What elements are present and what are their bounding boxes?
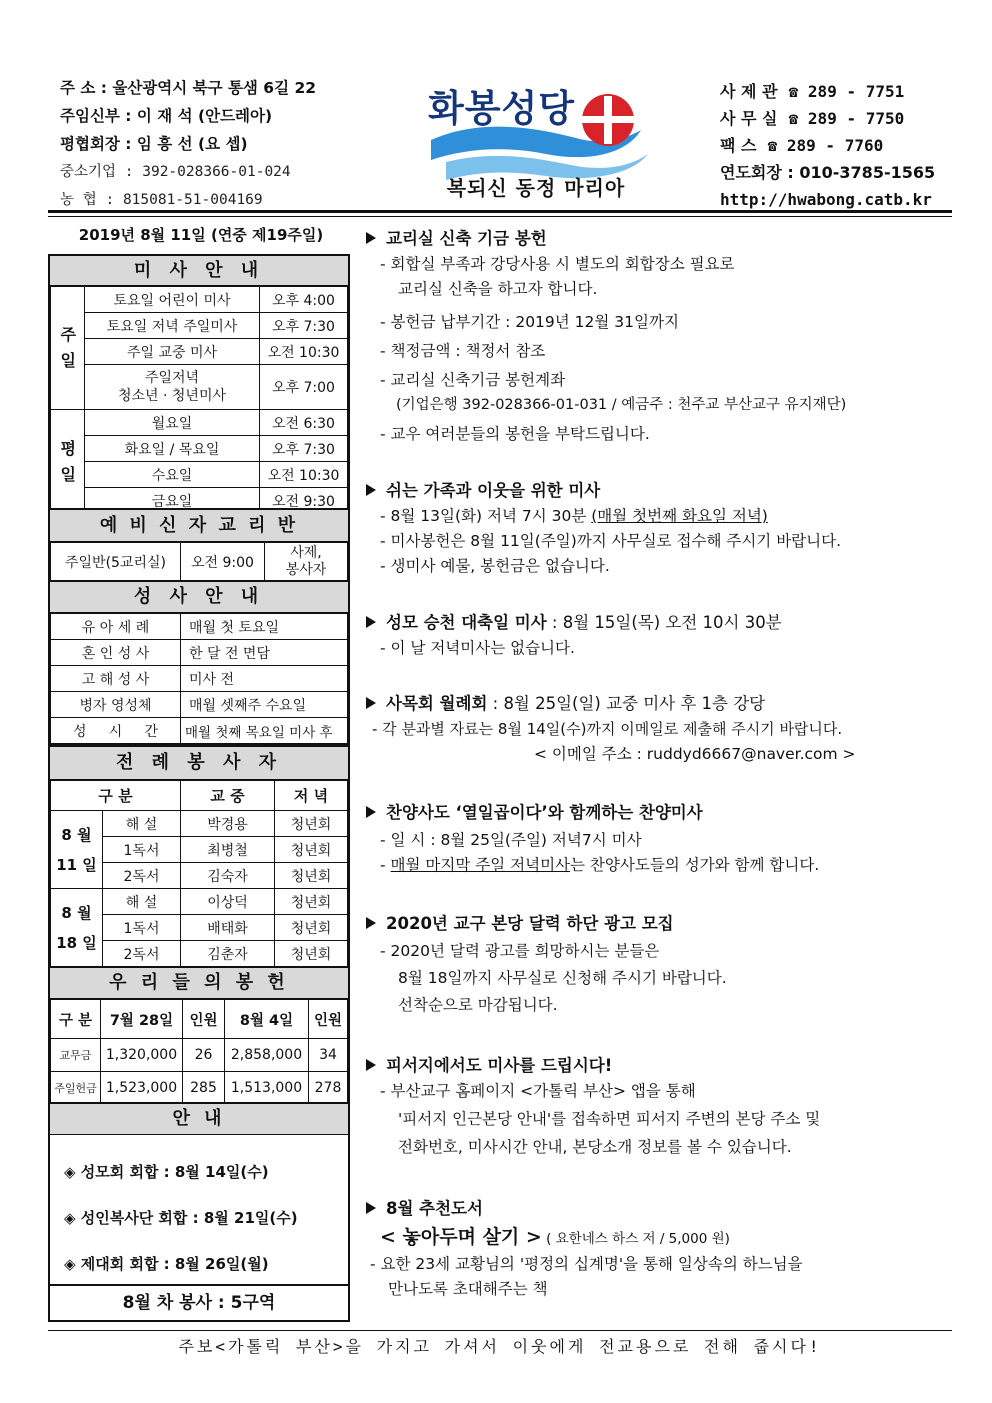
header-right: [720, 78, 960, 213]
article-line: 8월 18일까지 사무실로 신청해 주시기 바랍니다.: [398, 969, 727, 987]
service-district: 8월 차 봉사 : 5구역: [50, 1284, 348, 1320]
bank-account-row: 중소기업 : 392-028366-01-024: [60, 164, 291, 180]
church-name: 화봉성당: [428, 86, 575, 130]
class-name: 주일반(5교리실): [51, 543, 181, 582]
server-name: 이상덕: [181, 889, 275, 915]
server-evening: 청년회: [275, 889, 348, 915]
mass-name: 토요일 어린이 미사: [85, 287, 260, 313]
section-title: 성 사 안 내: [50, 582, 348, 613]
column-header: 저 녁: [275, 781, 348, 811]
class-time: 오전 9:00: [181, 543, 265, 582]
article-title: 사목회 월례회: [386, 694, 488, 713]
phone-row: 사 제 관 ☎ 289 - 7751: [720, 82, 905, 101]
server-role: 해 설: [103, 811, 181, 837]
offering-table: [50, 999, 348, 1105]
table-row: [51, 640, 348, 666]
section-title: 미 사 안 내: [50, 256, 348, 286]
offering-amount: 2,858,000: [225, 1039, 309, 1072]
header-left: [60, 74, 360, 214]
article-line: - 8월 13일(화) 저녁 7시 30분: [380, 507, 592, 525]
email-address: < 이메일 주소 : ruddyd6667@naver.com >: [534, 745, 856, 763]
liturgy-servers-box: [48, 745, 350, 969]
server-evening: 청년회: [275, 915, 348, 941]
address-row: 주 소 : 울산광역시 북구 통샘 6길 22: [60, 79, 317, 97]
underlined-note: (매월 첫번째 화요일 저녁): [591, 507, 768, 525]
triangle-bullet-icon: [366, 484, 376, 496]
class-teacher: 사제, 봉사자: [265, 543, 348, 582]
mass-name: 주일저녁 청소년 · 청년미사: [85, 365, 260, 410]
server-role: 1독서: [103, 837, 181, 863]
server-name: 박경용: [181, 811, 275, 837]
article-line: - 생미사 예물, 봉헌금은 없습니다.: [380, 557, 610, 575]
server-evening: 청년회: [275, 837, 348, 863]
bank-account-row: 농 협 : 815081-51-004169: [60, 192, 263, 208]
sacrament-value: 미사 전: [181, 666, 348, 692]
column-header: 7월 28일: [101, 1000, 183, 1039]
table-row: [51, 1072, 348, 1105]
article-line: - 미사봉헌은 8월 11일(주일)까지 사무실로 접수해 주시기 바랍니다.: [380, 532, 842, 550]
column-header: 구 분: [51, 781, 181, 811]
mass-name: 주일 교중 미사: [85, 339, 260, 365]
section-title: 우 리 들 의 봉 헌: [50, 968, 348, 999]
article-family-mass: [366, 478, 956, 579]
article-line: '피서지 인근본당 안내'를 접속하면 피서지 주변의 본당 주소 및: [398, 1110, 821, 1128]
mass-time: 오후 7:30: [260, 313, 348, 339]
table-row: [51, 287, 348, 313]
mass-time: 오후 4:00: [260, 287, 348, 313]
server-name: 김숙자: [181, 863, 275, 889]
sacrament-name: 병자 영성체: [51, 692, 181, 718]
article-line: - 책정금액 : 책정서 참조: [380, 342, 546, 360]
section-title: 안 내: [50, 1104, 348, 1135]
table-row: [51, 614, 348, 640]
article-line: - 2020년 달력 광고를 희망하시는 분들은: [380, 942, 660, 960]
sacrament-name: 유 아 세 례: [51, 614, 181, 640]
article-line: - 요한 23세 교황님의 '평정의 십계명'을 통해 일상속의 하느님을: [370, 1255, 803, 1273]
article-line: - 일 시 : 8월 25일(주일) 저녁7시 미사: [380, 831, 642, 849]
sacrament-table: [50, 613, 348, 744]
mass-name: 화요일 / 목요일: [85, 436, 260, 462]
website-link[interactable]: http://hwabong.catb.kr: [720, 190, 932, 209]
article-vacation-mass: [366, 1053, 956, 1160]
sacrament-value: 한 달 전 면담: [181, 640, 348, 666]
article-line: 만나도록 초대해주는 책: [388, 1280, 548, 1298]
table-header-row: [51, 1000, 348, 1039]
header-divider: [48, 210, 952, 213]
fax-row: 팩 스 ☎ 289 - 7760: [720, 136, 884, 155]
underlined-note: 매월 마지막 주일 저녁미사: [390, 856, 571, 874]
table-row: [51, 692, 348, 718]
article-line: - 부산교구 홈페이지 <가톨릭 부산> 앱을 통해: [380, 1082, 696, 1100]
triangle-bullet-icon: [366, 1202, 376, 1214]
article-title: 찬양사도 ‘열일곱이다’와 함께하는 찬양미사: [386, 803, 703, 822]
table-row: [51, 436, 348, 462]
article-line: 교리실 신축을 하고자 합니다.: [398, 280, 598, 298]
notice-item: ◈ 성모회 회합 : 8월 14일(수): [64, 1163, 269, 1181]
server-name: 최병철: [181, 837, 275, 863]
article-line: (기업은행 392-028366-01-031 / 예금주 : 천주교 부산교구 유지재단): [396, 397, 847, 413]
server-name: 김춘자: [181, 941, 275, 967]
service-date: 8 월 18 일: [51, 889, 103, 967]
service-date: 8 월 11 일: [51, 811, 103, 889]
offering-count: 278: [309, 1072, 348, 1105]
article-line: - 교우 여러분들의 봉헌을 부탁드립니다.: [380, 425, 650, 443]
section-title: 전 례 봉 사 자: [50, 747, 348, 780]
triangle-bullet-icon: [366, 917, 376, 929]
server-role: 2독서: [103, 941, 181, 967]
mass-time: 오전 9:30: [260, 488, 348, 514]
mass-time: 오후 7:30: [260, 436, 348, 462]
table-row: [51, 410, 348, 436]
article-line: 전화번호, 미사시간 안내, 본당소개 정보를 볼 수 있습니다.: [398, 1138, 792, 1156]
book-info: ( 요한네스 하스 저 / 5,000 원): [541, 1231, 730, 1247]
catechumen-table: [50, 542, 348, 582]
column-header: 교 중: [181, 781, 275, 811]
article-council-meeting: [366, 691, 956, 767]
article-line: 는 찬양사도들의 성가와 함께 합니다.: [570, 856, 820, 874]
council-president-row: 평협회장 : 임 흥 선 (요 셉): [60, 135, 248, 153]
table-row: [51, 718, 348, 744]
server-evening: 청년회: [275, 811, 348, 837]
article-detail: : 8월 25일(일) 교중 미사 후 1층 강당: [487, 694, 766, 713]
offering-count: 34: [309, 1039, 348, 1072]
church-patron: 복되신 동정 마리아: [446, 176, 626, 200]
offering-amount: 1,320,000: [101, 1039, 183, 1072]
contact-row: 연도회장 : 010-3785-1565: [720, 163, 936, 182]
catechumen-box: [48, 508, 350, 584]
liturgy-table: [50, 780, 348, 967]
article-building-fund: [366, 226, 956, 447]
sacrament-box: [48, 580, 350, 746]
article-title: 성모 승천 대축일 미사: [386, 613, 547, 632]
article-title: 피서지에서도 미사를 드립시다!: [386, 1056, 613, 1075]
offering-type: 주일헌금: [51, 1072, 101, 1105]
triangle-bullet-icon: [366, 806, 376, 818]
mass-time: 오전 6:30: [260, 410, 348, 436]
pastor-row: 주임신부 : 이 재 석 (안드레아): [60, 107, 273, 125]
table-row: [51, 339, 348, 365]
table-header-row: [51, 781, 348, 811]
article-detail: : 8월 15일(목) 오전 10시 30분: [546, 613, 782, 632]
article-line: 선착순으로 마감됩니다.: [398, 996, 558, 1014]
server-role: 해 설: [103, 889, 181, 915]
offering-count: 26: [183, 1039, 225, 1072]
article-recommended-book: [366, 1196, 956, 1302]
mass-name: 금요일: [85, 488, 260, 514]
bulletin-date: 2019년 8월 11일 (연중 제19주일): [78, 226, 324, 244]
footer-message: 주보<가톨릭 부산>을 가지고 가셔서 이웃에게 전교용으로 전해 줍시다!: [178, 1337, 822, 1356]
server-role: 2독서: [103, 863, 181, 889]
article-title: 2020년 교구 본당 달력 하단 광고 모집: [386, 914, 674, 933]
triangle-bullet-icon: [366, 616, 376, 628]
sunday-label: 주일: [51, 287, 85, 410]
mass-schedule-table: [50, 286, 348, 514]
notice-item: ◈ 제대회 회합 : 8월 26일(월): [64, 1255, 269, 1273]
offering-amount: 1,523,000: [101, 1072, 183, 1105]
table-row: [51, 811, 348, 837]
sacrament-value: 매월 셋째주 수요일: [181, 692, 348, 718]
mass-name: 수요일: [85, 462, 260, 488]
column-header: 인원: [309, 1000, 348, 1039]
notice-item: ◈ 성인복사단 회합 : 8월 21일(수): [64, 1209, 298, 1227]
offering-amount: 1,513,000: [225, 1072, 309, 1105]
mass-time: 오후 7:00: [260, 365, 348, 410]
header-divider: [48, 216, 952, 217]
article-praise-mass: [366, 800, 956, 878]
offering-box: [48, 966, 350, 1107]
notice-box: [48, 1102, 350, 1322]
table-row: [51, 889, 348, 915]
sacrament-value: 매월 첫째 목요일 미사 후: [181, 718, 348, 744]
column-header: 구 분: [51, 1000, 101, 1039]
table-row: [51, 543, 348, 582]
column-header: 인원: [183, 1000, 225, 1039]
mass-schedule-box: [48, 254, 350, 516]
table-row: [51, 1039, 348, 1072]
dash: -: [380, 856, 391, 874]
article-title: 8월 추천도서: [386, 1199, 483, 1218]
article-line: - 봉헌금 납부기간 : 2019년 12월 31일까지: [380, 313, 679, 331]
article-line: - 이 날 저녁미사는 없습니다.: [380, 639, 575, 657]
article-title: 쉬는 가족과 이웃을 위한 미사: [386, 481, 601, 500]
article-line: - 회합실 부족과 강당사용 시 별도의 회합장소 필요로: [380, 255, 735, 273]
column-header: 8월 4일: [225, 1000, 309, 1039]
mass-name: 월요일: [85, 410, 260, 436]
server-name: 배태화: [181, 915, 275, 941]
sacrament-name: 혼 인 성 사: [51, 640, 181, 666]
mass-name: 토요일 저녁 주일미사: [85, 313, 260, 339]
article-calendar-ad: [366, 911, 956, 1018]
section-title: 예 비 신 자 교 리 반: [50, 510, 348, 542]
article-line: - 각 분과별 자료는 8월 14일(수)까지 이메일로 제출해 주시기 바랍니다.: [372, 720, 843, 738]
table-row: [51, 313, 348, 339]
triangle-bullet-icon: [366, 232, 376, 244]
article-line: - 교리실 신축기금 봉헌계좌: [380, 371, 566, 389]
mass-time: 오전 10:30: [260, 339, 348, 365]
triangle-bullet-icon: [366, 697, 376, 709]
sacrament-name: 성 시 간: [51, 718, 181, 744]
article-title: 교리실 신축 기금 봉헌: [386, 229, 547, 248]
table-row: [51, 462, 348, 488]
table-row: [51, 365, 348, 410]
table-row: [51, 666, 348, 692]
sacrament-name: 고 해 성 사: [51, 666, 181, 692]
mass-time: 오전 10:30: [260, 462, 348, 488]
book-title: < 놓아두며 살기 >: [380, 1226, 542, 1248]
server-evening: 청년회: [275, 863, 348, 889]
server-role: 1독서: [103, 915, 181, 941]
article-assumption-mass: [366, 610, 956, 661]
offering-count: 285: [183, 1072, 225, 1105]
server-evening: 청년회: [275, 941, 348, 967]
footer-divider: [48, 1330, 952, 1331]
triangle-bullet-icon: [366, 1059, 376, 1071]
phone-row: 사 무 실 ☎ 289 - 7750: [720, 109, 905, 128]
weekday-label: 평일: [51, 410, 85, 514]
sacrament-value: 매월 첫 토요일: [181, 614, 348, 640]
offering-type: 교무금: [51, 1039, 101, 1072]
